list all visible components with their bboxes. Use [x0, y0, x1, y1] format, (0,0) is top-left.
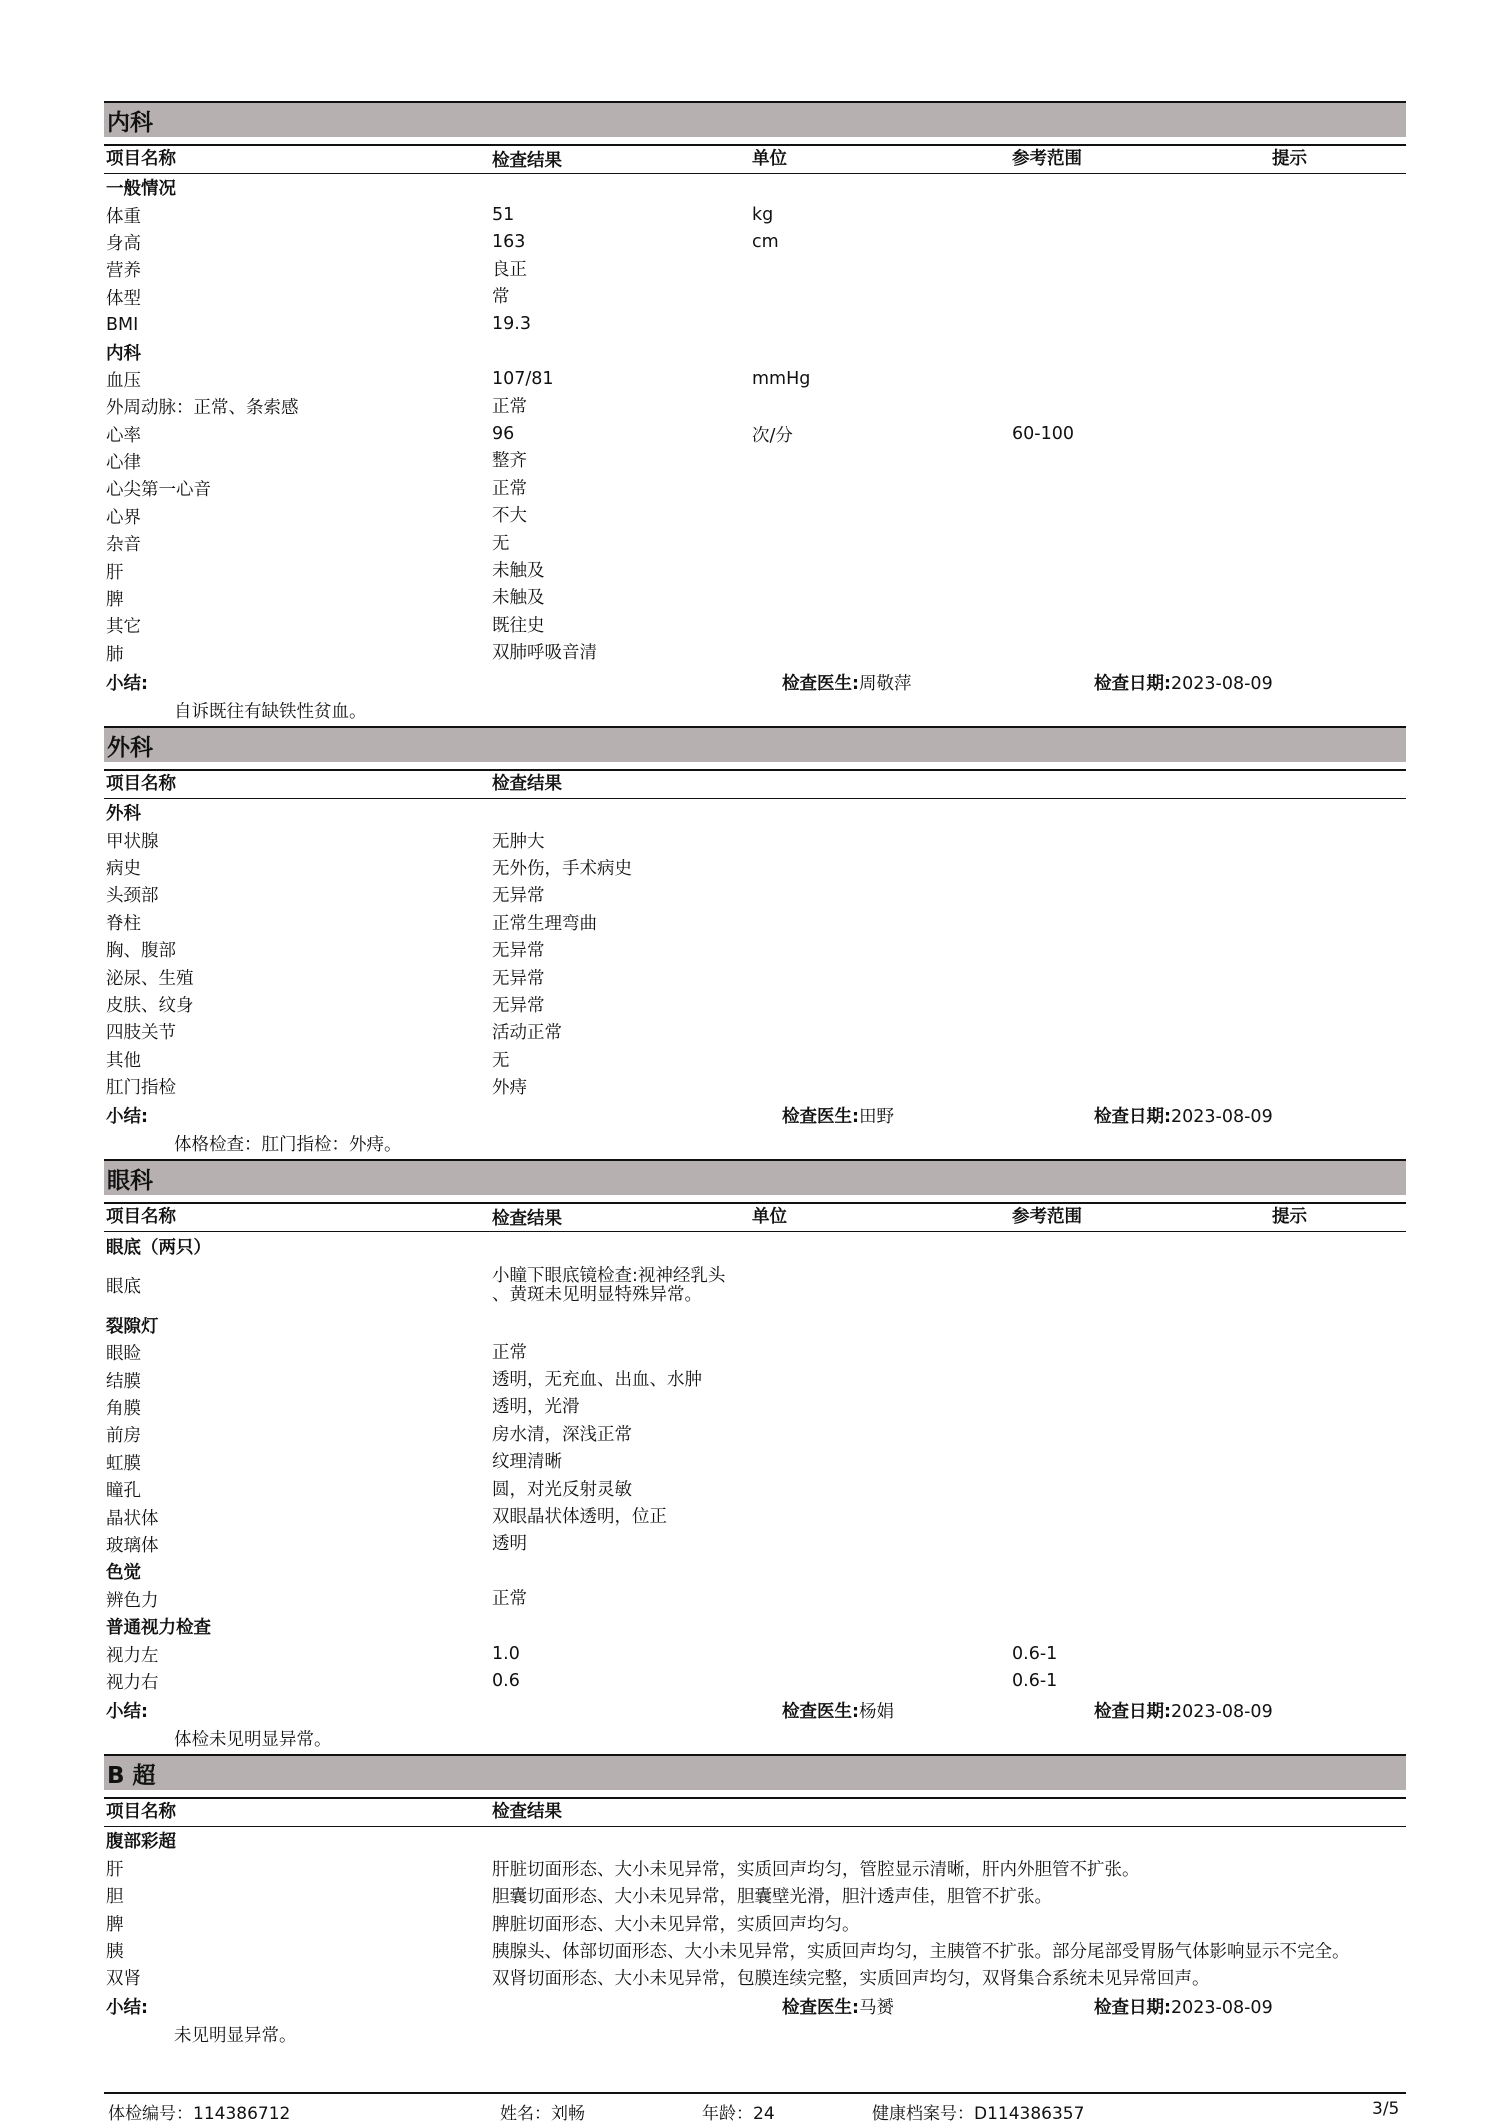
table-row: [104, 991, 1406, 1018]
table-row: [104, 936, 1406, 963]
table-cell: 透明，无充血、出血、水肿: [492, 1370, 702, 1390]
page-number: 3/5: [1372, 2099, 1400, 2119]
table-cell: 0.6-1: [1012, 1644, 1058, 1665]
section-title: 眼科: [104, 1159, 1406, 1195]
column-header: 单位: [752, 1207, 787, 1228]
table-cell: 身高: [106, 233, 141, 254]
table-row: [104, 393, 1406, 420]
summary-line: [104, 1695, 1406, 1725]
column-header: 单位: [752, 149, 787, 169]
table-row: [104, 1421, 1406, 1448]
column-header: 参考范围: [1012, 149, 1082, 169]
table-cell: 脊柱: [106, 913, 141, 934]
section-title: B 超: [104, 1754, 1406, 1790]
date-field: [1094, 1103, 1394, 1128]
table-cell: 次/分: [752, 425, 793, 446]
table-cell: 常: [492, 287, 510, 308]
table-row: [104, 1260, 1406, 1312]
table-cell: 正常: [492, 478, 527, 499]
table-cell: 肝脏切面形态、大小未见异常，实质回声均匀，管腔显示清晰，肝内外胆管不扩张。: [492, 1859, 1140, 1880]
section-title: 内科: [104, 101, 1406, 137]
section: [104, 101, 1406, 723]
table-row: [104, 421, 1406, 448]
column-header: 检查结果: [492, 774, 562, 795]
column-header: 提示: [1272, 1207, 1307, 1228]
table-cell: 泌尿、生殖: [106, 968, 194, 989]
table-cell: BMI: [106, 314, 139, 335]
table-row: [104, 256, 1406, 283]
table-row: [104, 640, 1406, 667]
table-row: [104, 1339, 1406, 1366]
table-cell: 96: [492, 424, 515, 445]
group-name: 眼底（两只）: [106, 1237, 211, 1258]
table-cell: 脾脏切面形态、大小未见异常，实质回声均匀。: [492, 1914, 860, 1935]
table-row: [104, 1964, 1406, 1991]
table-row: [104, 612, 1406, 639]
table-cell: 肛门指检: [106, 1078, 176, 1099]
table-cell: 正常: [492, 1589, 527, 1610]
doctor-name: 田野: [859, 1106, 894, 1127]
table-cell: 整齐: [492, 451, 527, 472]
table-row: [104, 448, 1406, 475]
health-record-number: 健康档案号：D114386357: [872, 2104, 1085, 2124]
patient-age: 年龄：24: [702, 2104, 775, 2124]
table-cell: 视力左: [106, 1645, 159, 1666]
table-row: [104, 881, 1406, 908]
table-cell: 脾: [106, 1914, 124, 1935]
table-row: [104, 311, 1406, 338]
table-cell: 正常: [492, 396, 527, 417]
table-cell: 病史: [106, 859, 141, 879]
group-name: 腹部彩超: [106, 1832, 176, 1853]
column-header: 项目名称: [106, 149, 176, 169]
column-header: 检查结果: [492, 150, 562, 171]
table-row: [104, 284, 1406, 311]
column-header: 项目名称: [106, 1207, 176, 1228]
page-footer: [104, 2092, 1406, 2122]
table-cell: 甲状腺: [106, 831, 159, 852]
table-cell: 胸、腹部: [106, 941, 176, 962]
group-heading: [104, 174, 1406, 201]
table-cell: 肝: [106, 562, 124, 583]
table-cell: 双肺呼吸音清: [492, 643, 597, 664]
table-cell: 肝: [106, 1859, 124, 1880]
table-cell: 玻璃体: [106, 1536, 159, 1557]
table-cell: 双眼晶状体透明，位正: [492, 1506, 667, 1527]
group-heading: [104, 1312, 1406, 1339]
group-heading: [104, 1827, 1406, 1854]
table-cell: 60-100: [1012, 424, 1074, 445]
table-cell: 19.3: [492, 314, 531, 335]
table-cell: 心尖第一心音: [106, 480, 211, 501]
column-header: 项目名称: [106, 1802, 176, 1823]
table-cell: 既往史: [492, 615, 545, 636]
table-cell: 眼底: [106, 1277, 141, 1298]
doctor-label: 检查医生:: [782, 1106, 859, 1127]
table-row: [104, 1503, 1406, 1530]
table-cell: 房水清，深浅正常: [492, 1424, 632, 1445]
table-row: [104, 1882, 1406, 1909]
group-name: 色觉: [106, 1563, 141, 1584]
group-heading: [104, 1558, 1406, 1585]
table-cell: 无异常: [492, 941, 545, 962]
exam-number: 体检编号：114386712: [108, 2104, 291, 2124]
doctor-name: 马赟: [859, 1998, 894, 2019]
group-name: 外科: [106, 804, 141, 825]
table-row: [104, 1394, 1406, 1421]
table-cell: 透明: [492, 1534, 527, 1555]
table-row: [104, 1937, 1406, 1964]
summary-label: 小结:: [106, 1701, 148, 1722]
table-cell: 晶状体: [106, 1508, 159, 1529]
table-cell: 血压: [106, 370, 141, 391]
table-cell: 心率: [106, 425, 141, 446]
date-label: 检查日期:: [1094, 673, 1171, 694]
table-cell: 前房: [106, 1426, 141, 1447]
table-cell: 未触及: [492, 560, 545, 581]
table-cell: 皮肤、纹身: [106, 995, 194, 1016]
summary-text: 体格检查：肛门指检：外痔。: [174, 1134, 402, 1155]
table-cell: 163: [492, 232, 526, 253]
date-field: [1094, 1698, 1394, 1723]
table-cell: 脾: [106, 590, 124, 611]
table-row: [104, 1909, 1406, 1936]
section: [104, 1754, 1406, 2047]
table-row: [104, 1531, 1406, 1558]
exam-date: 2023-08-09: [1171, 673, 1273, 694]
group-name: 内科: [106, 343, 141, 364]
column-header: 检查结果: [492, 1208, 562, 1229]
section: [104, 1159, 1406, 1751]
group-heading: [104, 1613, 1406, 1640]
date-label: 检查日期:: [1094, 1998, 1171, 2019]
table-cell: 胆囊切面形态、大小未见异常，胆囊壁光滑，胆汁透声佳，胆管不扩张。: [492, 1887, 1052, 1908]
table-cell: 杂音: [106, 535, 141, 556]
group-name: 裂隙灯: [106, 1316, 159, 1337]
column-headers: [104, 1797, 1406, 1827]
report-page: [104, 98, 1406, 2048]
exam-date: 2023-08-09: [1171, 1106, 1273, 1127]
group-name: 普通视力检查: [106, 1618, 211, 1639]
table-row: [104, 1586, 1406, 1613]
table-cell: 其他: [106, 1050, 141, 1071]
column-headers: [104, 769, 1406, 799]
group-heading: [104, 1232, 1406, 1259]
table-cell: 心界: [106, 507, 141, 528]
table-cell: 未触及: [492, 588, 545, 609]
table-cell: 正常: [492, 1342, 527, 1363]
table-cell: 无肿大: [492, 831, 545, 852]
table-cell: 虹膜: [106, 1453, 141, 1474]
table-row: [104, 585, 1406, 612]
summary-label: 小结:: [106, 673, 148, 694]
doctor-label: 检查医生:: [782, 1701, 859, 1722]
table-cell: cm: [752, 232, 779, 253]
table-cell: 双肾切面形态、大小未见异常，包膜连续完整，实质回声均匀，双肾集合系统未见异常回声。: [492, 1969, 1210, 1990]
table-cell: 头颈部: [106, 886, 159, 907]
table-cell: 外痔: [492, 1078, 527, 1099]
column-header: 检查结果: [492, 1802, 562, 1823]
column-headers: [104, 1202, 1406, 1232]
doctor-name: 周敬萍: [859, 673, 912, 694]
table-cell: 营养: [106, 261, 141, 282]
table-cell: 小瞳下眼底镜检查:视神经乳头 、黄斑未见明显特殊异常。: [492, 1266, 726, 1305]
summary-text: 自诉既往有缺铁性贫血。: [174, 701, 367, 722]
column-header: 项目名称: [106, 774, 176, 795]
table-row: [104, 1018, 1406, 1045]
exam-date: 2023-08-09: [1171, 1998, 1273, 2019]
table-cell: 1.0: [492, 1643, 520, 1664]
table-cell: 角膜: [106, 1399, 141, 1420]
table-cell: 视力右: [106, 1672, 159, 1693]
summary-line: [104, 1100, 1406, 1130]
table-row: [104, 1476, 1406, 1503]
table-cell: 胰: [106, 1941, 124, 1962]
doctor-field: [782, 1698, 1094, 1723]
table-row: [104, 1855, 1406, 1882]
table-cell: kg: [752, 205, 774, 226]
date-field: [1094, 670, 1394, 695]
summary-label: 小结:: [106, 1998, 148, 2019]
doctor-field: [782, 670, 1094, 695]
table-cell: 肺: [106, 644, 124, 665]
date-label: 检查日期:: [1094, 1106, 1171, 1127]
table-row: [104, 1046, 1406, 1073]
table-cell: 胆: [106, 1887, 124, 1908]
table-cell: 纹理清晰: [492, 1452, 562, 1473]
column-header: 提示: [1272, 149, 1307, 169]
table-row: [104, 854, 1406, 881]
table-row: [104, 1449, 1406, 1476]
table-row: [104, 1640, 1406, 1667]
summary-line: [104, 1992, 1406, 2022]
table-cell: 瞳孔: [106, 1481, 141, 1502]
table-cell: 活动正常: [492, 1023, 562, 1044]
table-cell: 无异常: [492, 968, 545, 989]
section-title: 外科: [104, 726, 1406, 762]
table-cell: 胰腺头、体部切面形态、大小未见异常，实质回声均匀，主胰管不扩张。部分尾部受胃肠气体影响显示不完全。: [492, 1941, 1350, 1962]
table-cell: 正常生理弯曲: [492, 913, 597, 934]
table-cell: 良正: [492, 259, 527, 280]
table-cell: 心律: [106, 453, 141, 474]
table-cell: 透明，光滑: [492, 1397, 580, 1418]
table-row: [104, 1073, 1406, 1100]
table-row: [104, 201, 1406, 228]
table-cell: 体重: [106, 206, 141, 227]
table-row: [104, 475, 1406, 502]
table-cell: 眼睑: [106, 1344, 141, 1365]
table-cell: 圆，对光反射灵敏: [492, 1479, 632, 1500]
summary-label: 小结:: [106, 1106, 148, 1127]
section: [104, 726, 1406, 1156]
exam-date: 2023-08-09: [1171, 1701, 1273, 1722]
table-row: [104, 557, 1406, 584]
table-cell: 双肾: [106, 1969, 141, 1990]
table-row: [104, 909, 1406, 936]
group-name: 一般情况: [106, 179, 176, 200]
date-label: 检查日期:: [1094, 1701, 1171, 1722]
table-cell: 体型: [106, 288, 141, 309]
table-row: [104, 530, 1406, 557]
doctor-name: 杨娟: [859, 1701, 894, 1722]
table-cell: 无异常: [492, 886, 545, 907]
table-cell: mmHg: [752, 369, 811, 390]
doctor-label: 检查医生:: [782, 673, 859, 694]
table-cell: 无: [492, 533, 510, 554]
summary-text: 未见明显异常。: [174, 2026, 297, 2047]
table-row: [104, 503, 1406, 530]
doctor-label: 检查医生:: [782, 1998, 859, 2019]
doctor-field: [782, 1994, 1094, 2019]
date-field: [1094, 1994, 1394, 2019]
table-cell: 无异常: [492, 995, 545, 1016]
table-cell: 辨色力: [106, 1590, 159, 1611]
table-row: [104, 1367, 1406, 1394]
table-row: [104, 366, 1406, 393]
table-cell: 107/81: [492, 369, 554, 390]
table-cell: 51: [492, 204, 515, 225]
table-row: [104, 826, 1406, 853]
table-row: [104, 229, 1406, 256]
group-heading: [104, 799, 1406, 826]
group-heading: [104, 338, 1406, 365]
table-row: [104, 963, 1406, 990]
patient-name: 姓名：刘畅: [500, 2104, 585, 2124]
table-cell: 四肢关节: [106, 1023, 176, 1044]
table-cell: 外周动脉：正常、条索感: [106, 398, 299, 419]
table-row: [104, 1668, 1406, 1695]
table-cell: 其它: [106, 617, 141, 638]
table-cell: 结膜: [106, 1371, 141, 1392]
table-cell: 0.6-1: [1012, 1671, 1058, 1692]
table-cell: 无: [492, 1050, 510, 1071]
column-header: 参考范围: [1012, 1207, 1082, 1228]
summary-text: 体检未见明显异常。: [174, 1729, 332, 1750]
table-cell: 不大: [492, 506, 527, 527]
table-cell: 无外伤，手术病史: [492, 859, 632, 879]
summary-line: [104, 667, 1406, 697]
table-cell: 0.6: [492, 1671, 520, 1692]
column-headers: [104, 144, 1406, 174]
doctor-field: [782, 1103, 1094, 1128]
